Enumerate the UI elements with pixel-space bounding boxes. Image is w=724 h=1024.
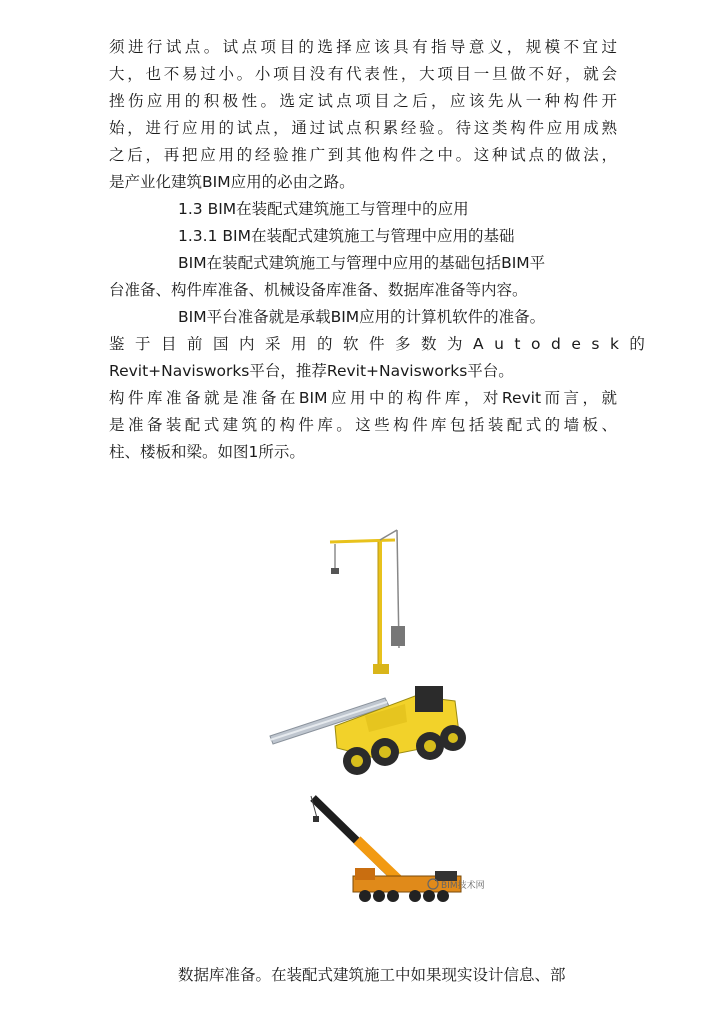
section-heading: 1.3 BIM在装配式建筑施工与管理中的应用: [178, 200, 469, 218]
equipment-figure: [265, 526, 490, 916]
truck-crane-image: [311, 796, 461, 902]
paragraph-line: 数据库准备。在装配式建筑施工中如果现实设计信息、部: [178, 966, 566, 984]
paragraph-line: 是准备装配式建筑的构件库。这些构件库包括装配式的墙板、: [109, 416, 617, 434]
paragraph-line: BIM平台准备就是承载BIM应用的计算机软件的准备。: [178, 308, 546, 326]
paragraph-line: 始，进行应用的试点，通过试点积累经验。待这类构件应用成熟: [109, 119, 617, 137]
paragraph-line: 台准备、构件库准备、机械设备库准备、数据库准备等内容。: [109, 281, 528, 299]
tower-crane-image: [327, 528, 487, 678]
equipment-illustration: [265, 526, 490, 916]
paragraph-line: 是产业化建筑BIM应用的必由之路。: [109, 173, 355, 191]
paragraph-line: 大，也不易过小。小项目没有代表性，大项目一旦做不好，就会: [109, 65, 617, 83]
paragraph-line: 柱、楼板和梁。如图1所示。: [109, 443, 305, 461]
rough-terrain-crane-image: [270, 686, 466, 775]
watermark-text: BIM技术网: [441, 881, 485, 891]
subsection-heading: 1.3.1 BIM在装配式建筑施工与管理中应用的基础: [178, 227, 515, 245]
paragraph-line: 鉴于目前国内采用的软件多数为Autodesk的: [109, 335, 656, 353]
paragraph-line: 须进行试点。试点项目的选择应该具有指导意义，规模不宜过: [109, 38, 617, 56]
document-body: [109, 34, 656, 466]
paragraph-line: BIM在装配式建筑施工与管理中应用的基础包括BIM平: [178, 254, 546, 272]
paragraph-line: 构件库准备就是准备在BIM应用中的构件库，对Revit而言，就: [109, 389, 617, 407]
paragraph-line: 挫伤应用的积极性。选定试点项目之后，应该先从一种构件开: [109, 92, 617, 110]
paragraph-line: 之后，再把应用的经验推广到其他构件之中。这种试点的做法，: [109, 146, 617, 164]
paragraph-line: Revit+Navisworks平台，推荐Revit+Navisworks平台。: [109, 362, 514, 380]
